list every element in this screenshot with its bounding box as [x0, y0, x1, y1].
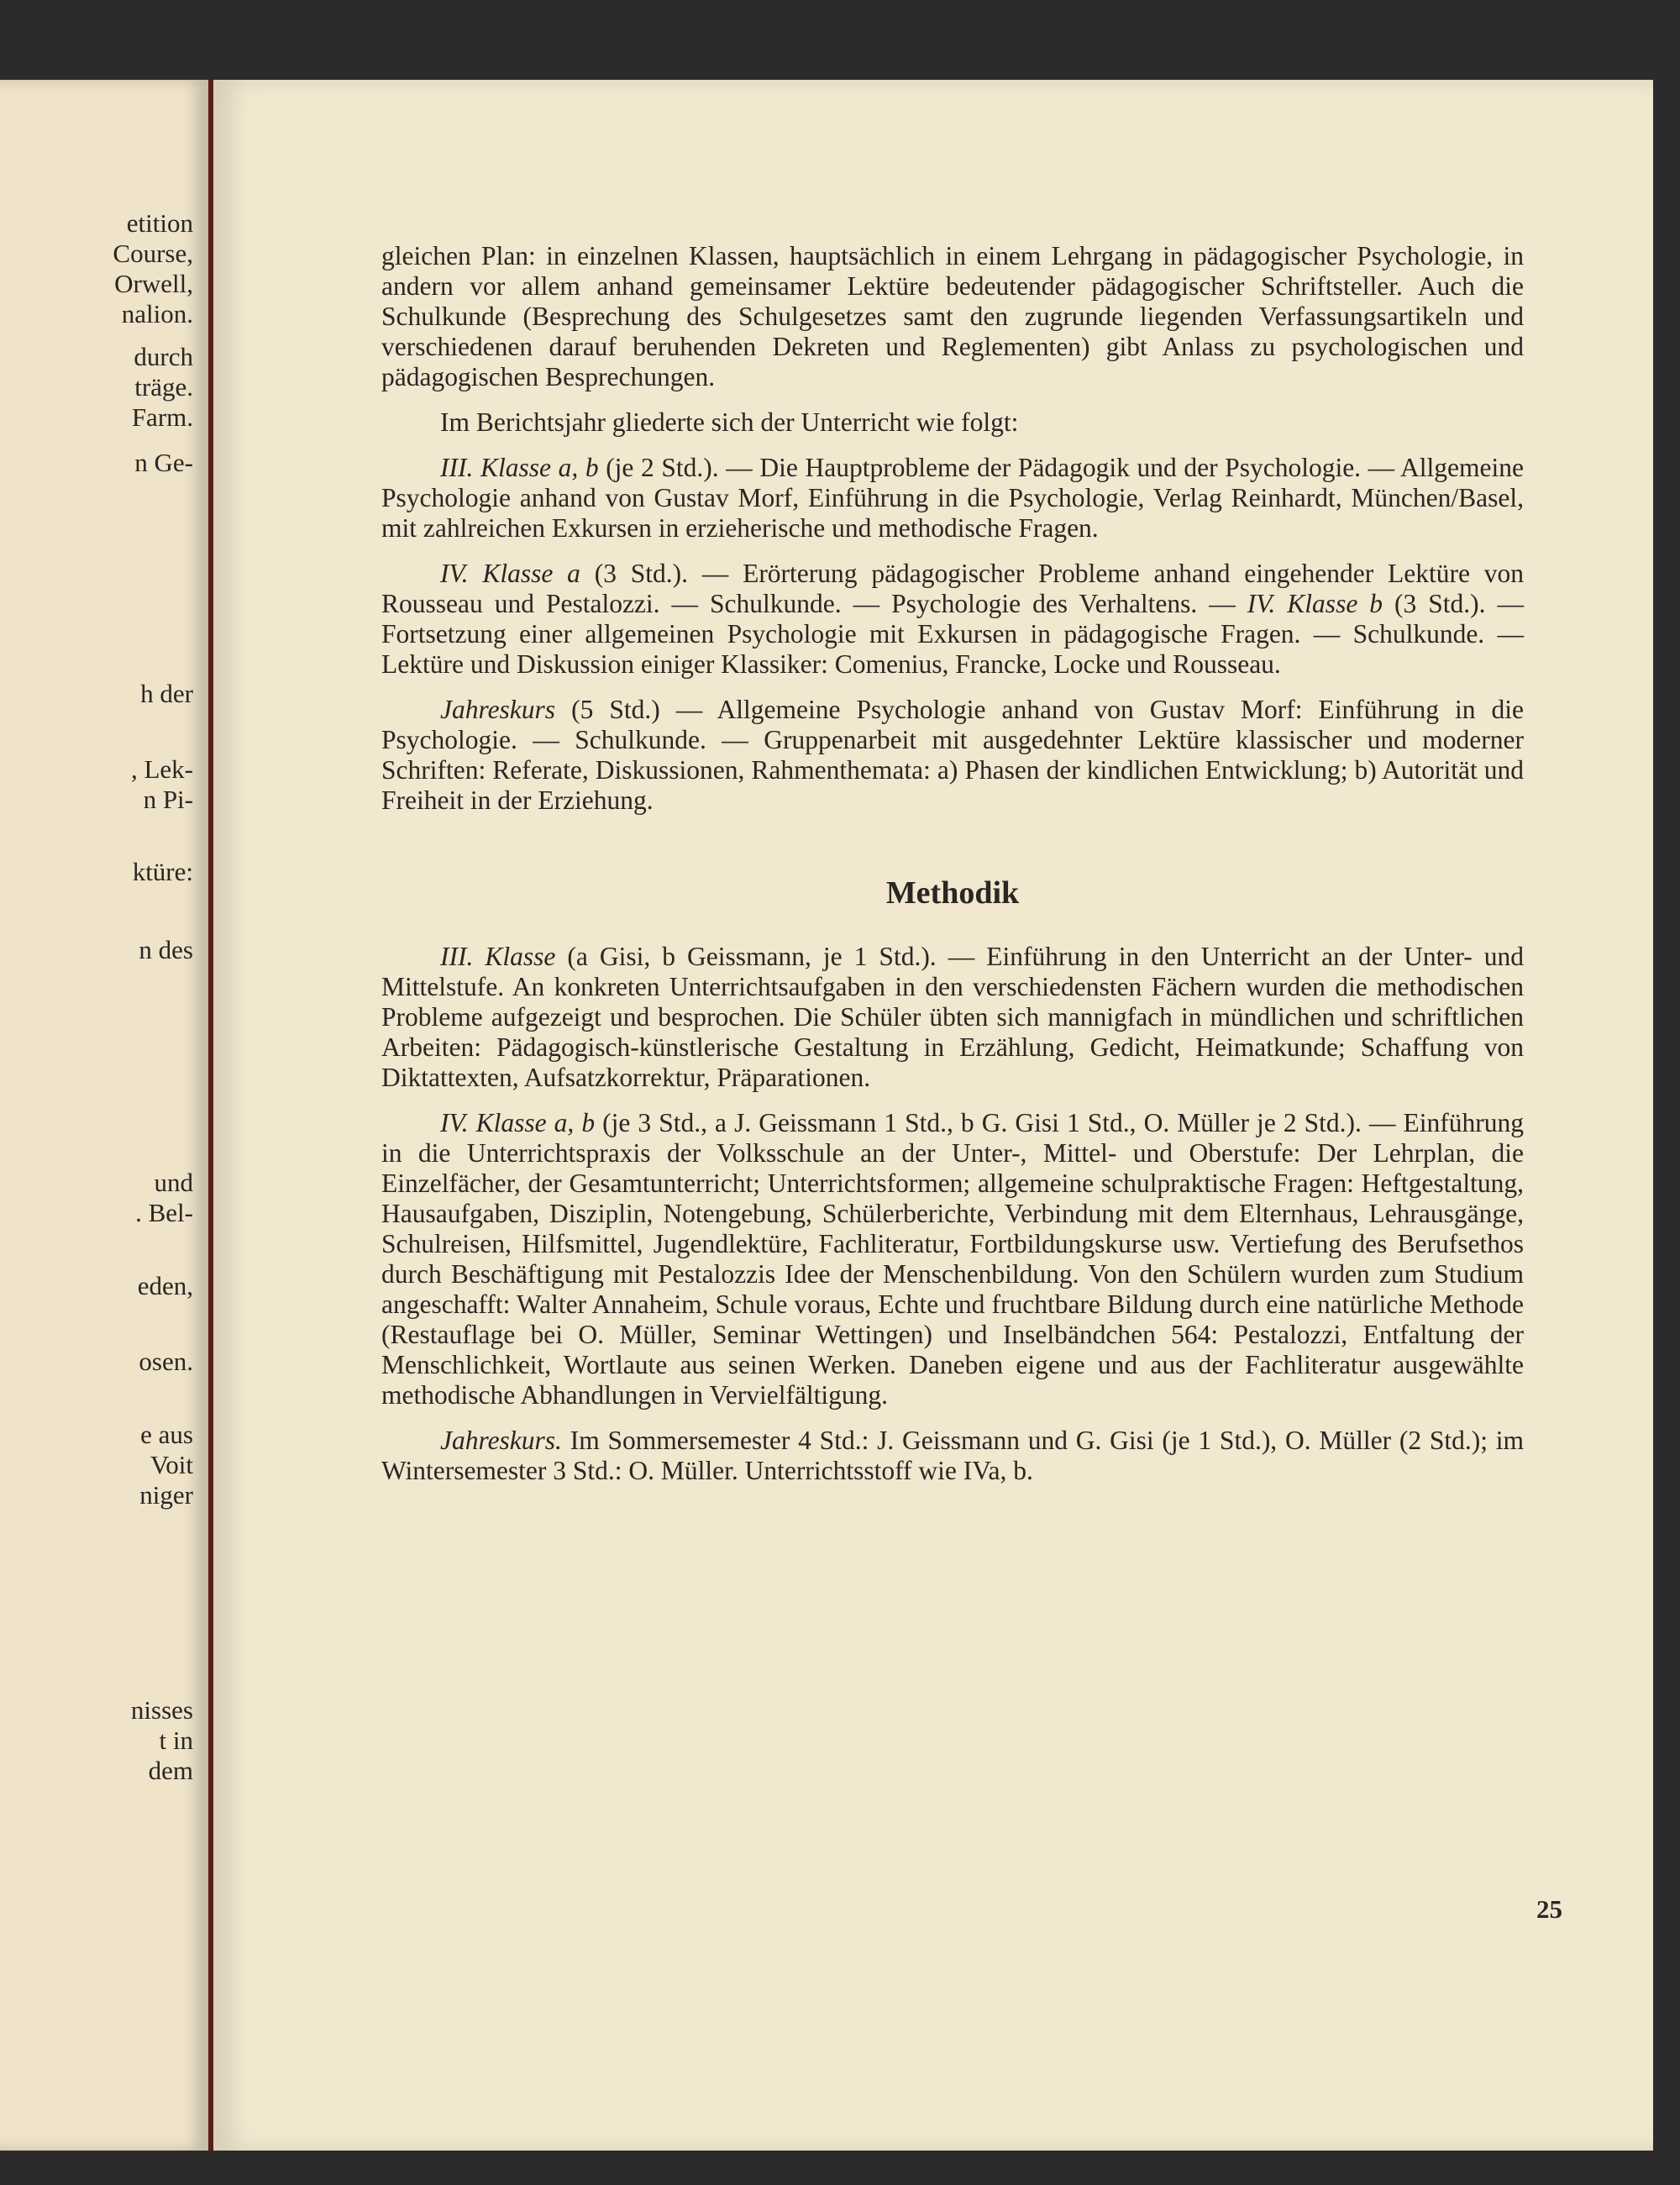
left-fragment: n Pi-: [143, 785, 193, 814]
paragraph-text: (je 2 Std.). — Die Hauptprobleme der Pädagogik und der Psychologie. — Allgemeine Psychologie anhand von Gustav Morf, Einführung in die Psychologie, Verlag Reinhardt, München/Basel, mit zahlreichen Exkursen in erzieherische und methodische Fragen.: [381, 453, 1524, 543]
left-fragment: Orwell,: [114, 269, 193, 298]
class-label: Jahreskurs: [440, 695, 556, 724]
left-fragment: . Bel-: [135, 1198, 193, 1227]
paragraph-text: (a Gisi, b Geissmann, je 1 Std.). — Einführung in den Unterricht an der Unter- und Mittelstufe. An konkreten Unterrichtsaufgaben in den verschiedensten Fächern wurden die methodischen Probleme aufgezeigt und besprochen. Die Schüler übten sich mannigfach in mündlichen und schriftlichen Arbeiten: Pädagogisch-künstlerische Gestaltung in Erzählung, Gedicht, Heimatkunde; Schaffung von Diktattexten, Aufsatzkorrektur, Präparationen.: [381, 942, 1524, 1092]
paragraph-text: (je 3 Std., a J. Geissmann 1 Std., b G. Gisi 1 Std., O. Müller je 2 Std.). — Einführung in die Unterrichtspraxis der Volksschule an der Unter-, Mittel- und Oberstufe: Der Lehrplan, die Einzelfächer, der Gesamtunterricht; Unterrichtsformen; allgemeine schulpraktische Fragen: Heftgestaltung, Hausaufgaben, Disziplin, Notengebung, Schülerberichte, Verbindung mit dem Elternhaus, Lehrausgänge, Schulreisen, Hilfsmittel, Jugendlektüre, Fachliteratur, Fortbildungskurse usw. Vertiefung des Berufsethos durch Beschäftigung mit Pestalozzis Idee der Menschenbildung. Von den Schülern wurden zum Studium angeschafft: Walter Annaheim, Schule voraus, Echte und fruchtbare Bildung durch eine natürliche Methode (Restauflage bei O. Müller, Seminar Wettingen) und Inselbändchen 564: Pestalozzi, Entfaltung der Menschlichkeit, Wortlaute aus seinen Werken. Daneben eigene und aus der Fachliteratur ausgewählte methodische Abhandlungen in Vervielfältigung.: [381, 1108, 1524, 1410]
paragraph-text: (3 Std.). — Erörterung pädagogischer Probleme anhand eingehender Lektüre von Rousseau und Pestalozzi. — Schulkunde. — Psychologie des Verhaltens. —: [381, 559, 1525, 618]
class-label: IV. Klasse b: [1247, 589, 1383, 618]
class-label: III. Klasse a, b: [440, 453, 599, 482]
paragraph-text: (5 Std.) — Allgemeine Psychologie anhand von Gustav Morf: Einführung in die Psychologie. — Schulkunde. — Gruppenarbeit mit ausgedehnter Lektüre klassischer und moderner Schriften: Referate, Diskussionen, Rahmenthemata: a) Phasen der kindlichen Entwicklung; b) Autorität und Freiheit in der Erziehung.: [381, 695, 1524, 815]
paragraph: [381, 1108, 1524, 1410]
class-label: III. Klasse: [440, 942, 556, 971]
paragraph-text: (3 Std.). — Fortsetzung einer allgemeinen Psychologie mit Exkursen in pädagogische Fragen. — Schulkunde. — Lektüre und Diskussion einiger Klassiker: Comenius, Francke, Locke und Rousseau.: [381, 589, 1524, 679]
left-fragment: nalion.: [121, 299, 193, 328]
left-fragment: eden,: [137, 1271, 193, 1300]
class-label: Jahreskurs.: [440, 1426, 562, 1455]
paragraph: [381, 407, 1524, 438]
left-fragment: , Lek-: [130, 754, 193, 784]
paragraph-text: Im Sommersemester 4 Std.: J. Geissmann und G. Gisi (je 1 Std.), O. Müller (2 Std.); im Wintersemester 3 Std.: O. Müller. Unterrichtsstoff wie IVa, b.: [381, 1426, 1524, 1485]
left-page: [0, 80, 208, 2151]
left-fragment: durch: [134, 342, 193, 371]
left-fragment: Farm.: [131, 402, 193, 432]
section-heading: Methodik: [885, 875, 1020, 911]
left-fragment: und: [154, 1168, 193, 1197]
paragraph: [381, 695, 1524, 816]
paragraph-text: gleichen Plan: in einzelnen Klassen, hauptsächlich in einem Lehrgang in pädagogischer Psychologie, in andern vor allem anhand gemeinsamer Lektüre bedeutender pädagogischer Schriftsteller. Auch die Schulkunde (Besprechung des Schulgesetzes samt den zugrunde liegenden Verfassungsartikeln und verschiedenen darauf beruhenden Dekreten und Reglementen) gibt Anlass zu psychologischen und pädagogischen Besprechungen.: [381, 241, 1524, 391]
left-fragment: dem: [148, 1756, 193, 1785]
class-label: IV. Klasse a: [440, 559, 580, 588]
page-body: [381, 241, 1524, 1501]
left-fragment: osen.: [139, 1347, 193, 1376]
paragraph-text: Im Berichtsjahr gliederte sich der Unterricht wie folgt:: [440, 407, 1019, 437]
left-fragment: h der: [140, 679, 193, 708]
left-fragment: Course,: [113, 239, 193, 268]
paragraph: [381, 559, 1524, 680]
left-fragment: t in: [159, 1725, 193, 1755]
class-label: IV. Klasse a, b: [440, 1108, 596, 1137]
left-fragment: nisses: [130, 1695, 193, 1725]
left-fragment: Voit: [150, 1450, 193, 1479]
left-fragment: e aus: [140, 1420, 193, 1449]
page-number: 25: [1536, 1894, 1562, 1924]
paragraph: [381, 1426, 1524, 1486]
paragraph: [381, 453, 1524, 544]
paragraph: [381, 241, 1524, 392]
left-fragment: n Ge-: [134, 448, 193, 477]
left-fragment: ktüre:: [132, 857, 193, 886]
left-fragment: träge.: [134, 372, 193, 402]
left-fragment: etition: [126, 208, 193, 238]
right-page: [213, 80, 1653, 2151]
left-fragment: niger: [139, 1480, 193, 1510]
left-fragment: n des: [139, 935, 193, 964]
paragraph: [381, 942, 1524, 1093]
